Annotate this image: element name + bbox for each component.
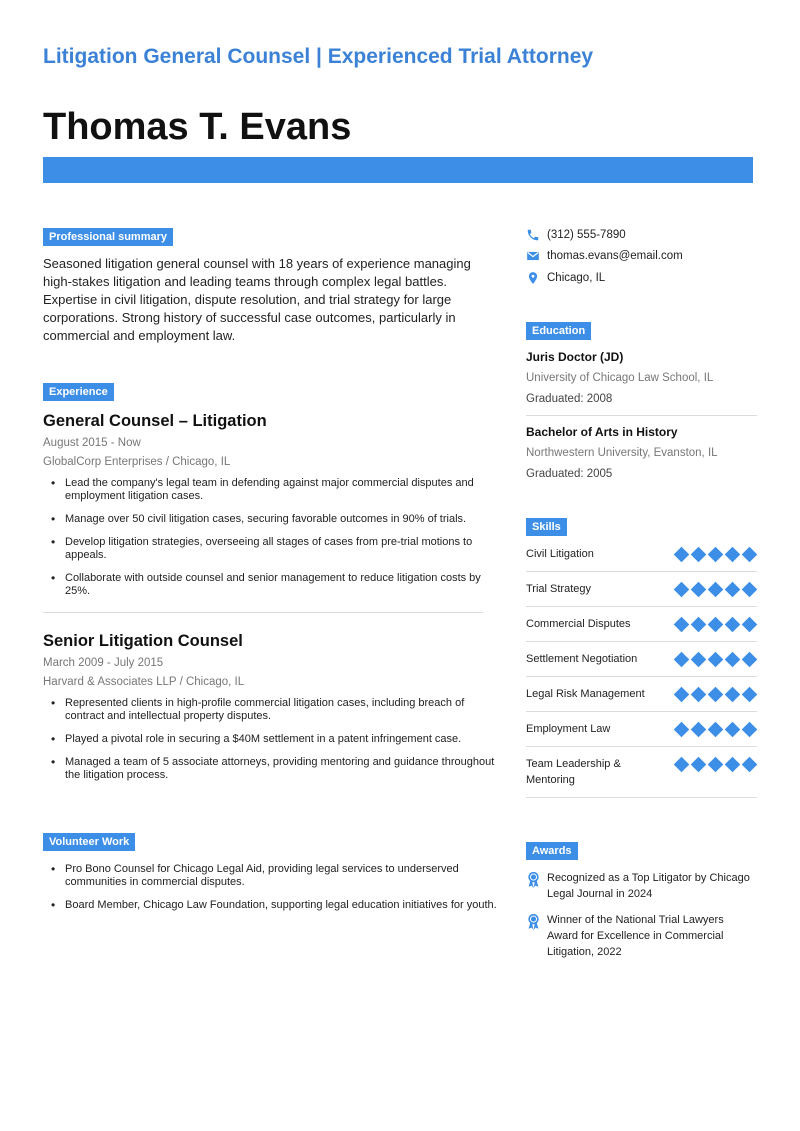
skill-name: Team Leadership & Mentoring — [526, 758, 621, 786]
rating-diamond-icon — [725, 757, 741, 773]
rating-diamond-icon — [691, 617, 707, 633]
skill-rating — [674, 686, 757, 702]
rating-diamond-icon — [725, 652, 741, 668]
rating-diamond-icon — [674, 652, 690, 668]
phone-text[interactable]: (312) 555-7890 — [547, 228, 626, 241]
skill-rating — [674, 721, 757, 737]
summary-text: Seasoned litigation general counsel with 18 years of experience managing high-stakes litigation and leading teams through complex legal battles. Expertise in civil litigation, dispute resolution, and trial strategy for large corporations. Strong history of successful case outcomes, particularly in commercial and employment law. — [43, 256, 471, 343]
skill-rating — [674, 756, 757, 772]
job-bullet: • Manage over 50 civil litigation cases, securing favorable outcomes in 90% of trials. — [43, 513, 498, 526]
degree: Bachelor of Arts in History — [526, 425, 678, 439]
skill-name: Commercial Disputes — [526, 618, 631, 630]
rating-diamond-icon — [725, 582, 741, 598]
experience-section — [43, 382, 498, 792]
job-title: General Counsel – Litigation — [43, 412, 267, 430]
rating-diamond-icon — [742, 722, 758, 738]
skills-list — [526, 536, 757, 798]
email-text[interactable]: thomas.evans@email.com — [547, 250, 683, 262]
skills-heading: Skills — [526, 518, 567, 536]
skill-name: Trial Strategy — [526, 583, 592, 595]
job-company: Harvard & Associates LLP / Chicago, IL — [43, 676, 245, 688]
job-bullets — [43, 697, 498, 782]
education-heading: Education — [526, 322, 591, 340]
rating-diamond-icon — [674, 757, 690, 773]
rating-diamond-icon — [674, 722, 690, 738]
skills-section — [526, 517, 757, 798]
education-divider — [526, 415, 757, 416]
award-item — [526, 870, 757, 902]
volunteer-section — [43, 832, 498, 922]
education-entry — [526, 425, 757, 481]
rating-diamond-icon — [742, 617, 758, 633]
job-bullets — [43, 477, 498, 598]
job-title: Senior Litigation Counsel — [43, 632, 243, 650]
job-divider — [43, 612, 483, 613]
award-ribbon-icon — [526, 870, 542, 902]
rating-diamond-icon — [708, 652, 724, 668]
header-accent-bar — [43, 157, 753, 183]
skill-rating — [674, 546, 757, 562]
rating-diamond-icon — [674, 617, 690, 633]
rating-diamond-icon — [725, 547, 741, 563]
rating-diamond-icon — [725, 722, 741, 738]
education-section — [526, 321, 757, 481]
rating-diamond-icon — [708, 722, 724, 738]
award-text: Winner of the National Trial Lawyers Award for Excellence in Commercial Litigation, 2022 — [547, 914, 724, 958]
rating-diamond-icon — [691, 722, 707, 738]
skill-name: Employment Law — [526, 723, 611, 735]
rating-diamond-icon — [691, 687, 707, 703]
school: University of Chicago Law School, IL — [526, 372, 714, 384]
rating-diamond-icon — [742, 547, 758, 563]
skill-row — [526, 677, 757, 712]
rating-diamond-icon — [725, 617, 741, 633]
job-bullet: • Represented clients in high-profile commercial litigation cases, including breach of contract and intellectual property disputes. — [43, 697, 498, 723]
job-bullet: • Develop litigation strategies, overseeing all stages of cases from pre-trial motions to appeals. — [43, 536, 498, 562]
skill-row — [526, 642, 757, 677]
experience-heading: Experience — [43, 383, 114, 401]
skill-row — [526, 607, 757, 642]
rating-diamond-icon — [708, 547, 724, 563]
rating-diamond-icon — [674, 582, 690, 598]
skill-row — [526, 572, 757, 607]
award-ribbon-icon — [526, 912, 542, 960]
contact-email — [526, 248, 757, 265]
rating-diamond-icon — [691, 757, 707, 773]
graduation-year: Graduated: 2005 — [526, 468, 613, 480]
rating-diamond-icon — [708, 617, 724, 633]
volunteer-heading: Volunteer Work — [43, 833, 135, 851]
rating-diamond-icon — [691, 652, 707, 668]
job-dates: August 2015 - Now — [43, 437, 141, 449]
rating-diamond-icon — [708, 687, 724, 703]
volunteer-bullet: • Board Member, Chicago Law Foundation, supporting legal education initiatives for youth. — [43, 899, 498, 912]
rating-diamond-icon — [742, 757, 758, 773]
contact-section — [526, 226, 757, 291]
awards-heading: Awards — [526, 842, 578, 860]
skill-name: Legal Risk Management — [526, 688, 645, 700]
skill-name: Civil Litigation — [526, 548, 594, 560]
rating-diamond-icon — [725, 687, 741, 703]
rating-diamond-icon — [674, 687, 690, 703]
job-bullet: • Collaborate with outside counsel and senior management to reduce litigation costs by 25%. — [43, 572, 498, 598]
contact-phone — [526, 226, 757, 243]
job-bullet: • Managed a team of 5 associate attorneys, providing mentoring and guidance throughout the litigation process. — [43, 756, 498, 782]
job-dates: March 2009 - July 2015 — [43, 657, 164, 669]
rating-diamond-icon — [708, 757, 724, 773]
contact-location — [526, 269, 757, 286]
skill-row — [526, 536, 757, 572]
skill-rating — [674, 581, 757, 597]
skill-row — [526, 747, 757, 798]
job-company: GlobalCorp Enterprises / Chicago, IL — [43, 456, 231, 468]
resume-headline: Litigation General Counsel | Experienced Trial Attorney — [43, 45, 594, 68]
summary-section — [43, 227, 498, 345]
rating-diamond-icon — [708, 582, 724, 598]
job-entry — [43, 631, 498, 782]
skill-rating — [674, 651, 757, 667]
skill-row — [526, 712, 757, 747]
rating-diamond-icon — [742, 582, 758, 598]
award-item — [526, 912, 757, 960]
award-text: Recognized as a Top Litigator by Chicago Legal Journal in 2024 — [547, 872, 750, 900]
rating-diamond-icon — [742, 652, 758, 668]
summary-heading: Professional summary — [43, 228, 173, 246]
volunteer-bullet: • Pro Bono Counsel for Chicago Legal Aid, providing legal services to underserved communities in commercial disputes. — [43, 863, 498, 889]
rating-diamond-icon — [691, 582, 707, 598]
awards-section — [526, 841, 757, 960]
job-bullet: • Played a pivotal role in securing a $40M settlement in a patent infringement case. — [43, 733, 498, 746]
location-text: Chicago, IL — [547, 271, 606, 284]
degree: Juris Doctor (JD) — [526, 350, 624, 364]
education-entry — [526, 350, 757, 406]
skill-name: Settlement Negotiation — [526, 653, 638, 665]
school: Northwestern University, Evanston, IL — [526, 447, 718, 459]
email-icon — [526, 249, 540, 263]
skill-rating — [674, 616, 757, 632]
candidate-name: Thomas T. Evans — [43, 106, 352, 148]
rating-diamond-icon — [674, 547, 690, 563]
phone-icon — [526, 228, 540, 242]
graduation-year: Graduated: 2008 — [526, 393, 613, 405]
location-pin-icon — [526, 271, 540, 285]
rating-diamond-icon — [691, 547, 707, 563]
job-bullet: • Lead the company's legal team in defending against major commercial disputes and employment litigation cases. — [43, 477, 498, 503]
rating-diamond-icon — [742, 687, 758, 703]
volunteer-bullets — [43, 863, 498, 912]
job-entry — [43, 411, 498, 598]
